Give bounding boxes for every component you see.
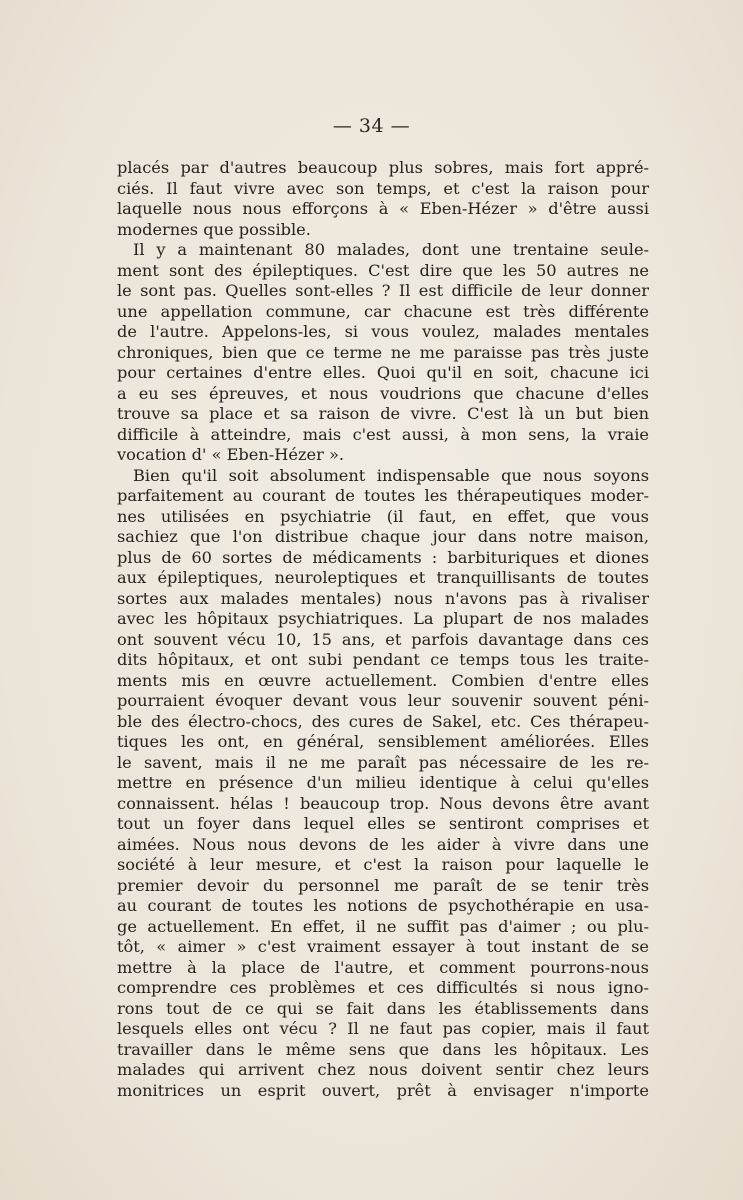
text-line: tiques les ont, en général, sensiblement améliorées. Elles <box>117 732 649 751</box>
text-line: lesquels elles ont vécu ? Il ne faut pas copier, mais il faut <box>117 1019 649 1038</box>
text-line: ont souvent vécu 10, 15 ans, et parfois davantage dans ces <box>117 629 649 649</box>
text-line: travailler dans le même sens que dans les hôpitaux. Les <box>117 1039 649 1059</box>
text-line: ciés. Il faut vivre avec son temps, et c'est la raison pour <box>117 178 649 198</box>
text-line: plus de 60 sortes de médicaments : barbituriques et diones <box>117 547 649 567</box>
text-line: parfaitement au courant de toutes les thérapeutiques moder- <box>117 486 649 505</box>
text-line: malades qui arrivent chez nous doivent sentir chez leurs <box>117 1060 649 1079</box>
text-line: mettre en présence d'un milieu identique à celui qu'elles <box>117 773 649 792</box>
text-line: de l'autre. Appelons-les, si vous voulez, malades mentales <box>117 322 649 341</box>
text-line: ble des électro-chocs, des cures de Sakel, etc. Ces thérapeu- <box>117 711 649 731</box>
text-line: au courant de toutes les notions de psychothérapie en usa- <box>117 896 649 915</box>
text-line: aux épileptiques, neuroleptiques et tranquillisants de toutes <box>117 568 649 587</box>
text-line: rons tout de ce qui se fait dans les établissements dans <box>117 998 649 1018</box>
body-text <box>117 158 649 1101</box>
text-line: monitrices un esprit ouvert, prêt à envisager n'importe <box>117 1080 649 1100</box>
text-line: placés par d'autres beaucoup plus sobres, mais fort appré- <box>117 158 649 177</box>
text-line: modernes que possible. <box>117 219 311 239</box>
text-line: premier devoir du personnel me paraît de se tenir très <box>117 875 649 895</box>
text-line: connaissent. hélas ! beaucoup trop. Nous devons être avant <box>117 793 649 813</box>
text-line: aimées. Nous nous devons de les aider à vivre dans une <box>117 834 649 854</box>
text-line: le savent, mais il ne me paraît pas nécessaire de les re- <box>117 752 649 772</box>
text-line: Bien qu'il soit absolument indispensable que nous soyons <box>133 465 649 485</box>
text-line: tôt, « aimer » c'est vraiment essayer à tout instant de se <box>117 937 649 956</box>
text-line: nes utilisées en psychiatrie (il faut, en effet, que vous <box>117 506 649 526</box>
text-line: ge actuellement. En effet, il ne suffit pas d'aimer ; ou plu- <box>117 916 649 936</box>
text-line: vocation d' « Eben-Hézer ». <box>117 445 345 464</box>
text-line: difficile à atteindre, mais c'est aussi, à mon sens, la vraie <box>117 424 649 444</box>
text-line: Il y a maintenant 80 malades, dont une trentaine seule- <box>133 240 649 259</box>
text-line: a eu ses épreuves, et nous voudrions que chacune d'elles <box>117 383 649 403</box>
text-line: pourraient évoquer devant vous leur souvenir souvent péni- <box>117 691 649 710</box>
text-line: ment sont des épileptiques. C'est dire que les 50 autres ne <box>117 260 649 280</box>
text-line: le sont pas. Quelles sont-elles ? Il est difficile de leur donner <box>117 281 649 300</box>
text-line: une appellation commune, car chacune est très différente <box>117 301 649 321</box>
text-line: trouve sa place et sa raison de vivre. C'est là un but bien <box>117 404 649 423</box>
text-line: avec les hôpitaux psychiatriques. La plupart de nos malades <box>117 609 649 628</box>
text-line: laquelle nous nous efforçons à « Eben-Hézer » d'être aussi <box>117 199 649 218</box>
text-line: sortes aux malades mentales) nous n'avons pas à rivaliser <box>117 588 649 608</box>
text-line: mettre à la place de l'autre, et comment pourrons-nous <box>117 957 649 977</box>
text-line: tout un foyer dans lequel elles se sentiront comprises et <box>117 814 649 833</box>
text-line: chroniques, bien que ce terme ne me paraisse pas très juste <box>117 342 649 362</box>
text-line: pour certaines d'entre elles. Quoi qu'il en soit, chacune ici <box>117 363 649 382</box>
page-number: — 34 — <box>332 115 411 137</box>
text-line: ments mis en œuvre actuellement. Combien d'entre elles <box>117 670 649 690</box>
text-line: sachiez que l'on distribue chaque jour dans notre maison, <box>117 527 649 546</box>
text-line: dits hôpitaux, et ont subi pendant ce temps tous les traite- <box>117 650 649 669</box>
text-line: société à leur mesure, et c'est la raison pour laquelle le <box>117 855 649 874</box>
text-line: comprendre ces problèmes et ces difficultés si nous igno- <box>117 978 649 997</box>
